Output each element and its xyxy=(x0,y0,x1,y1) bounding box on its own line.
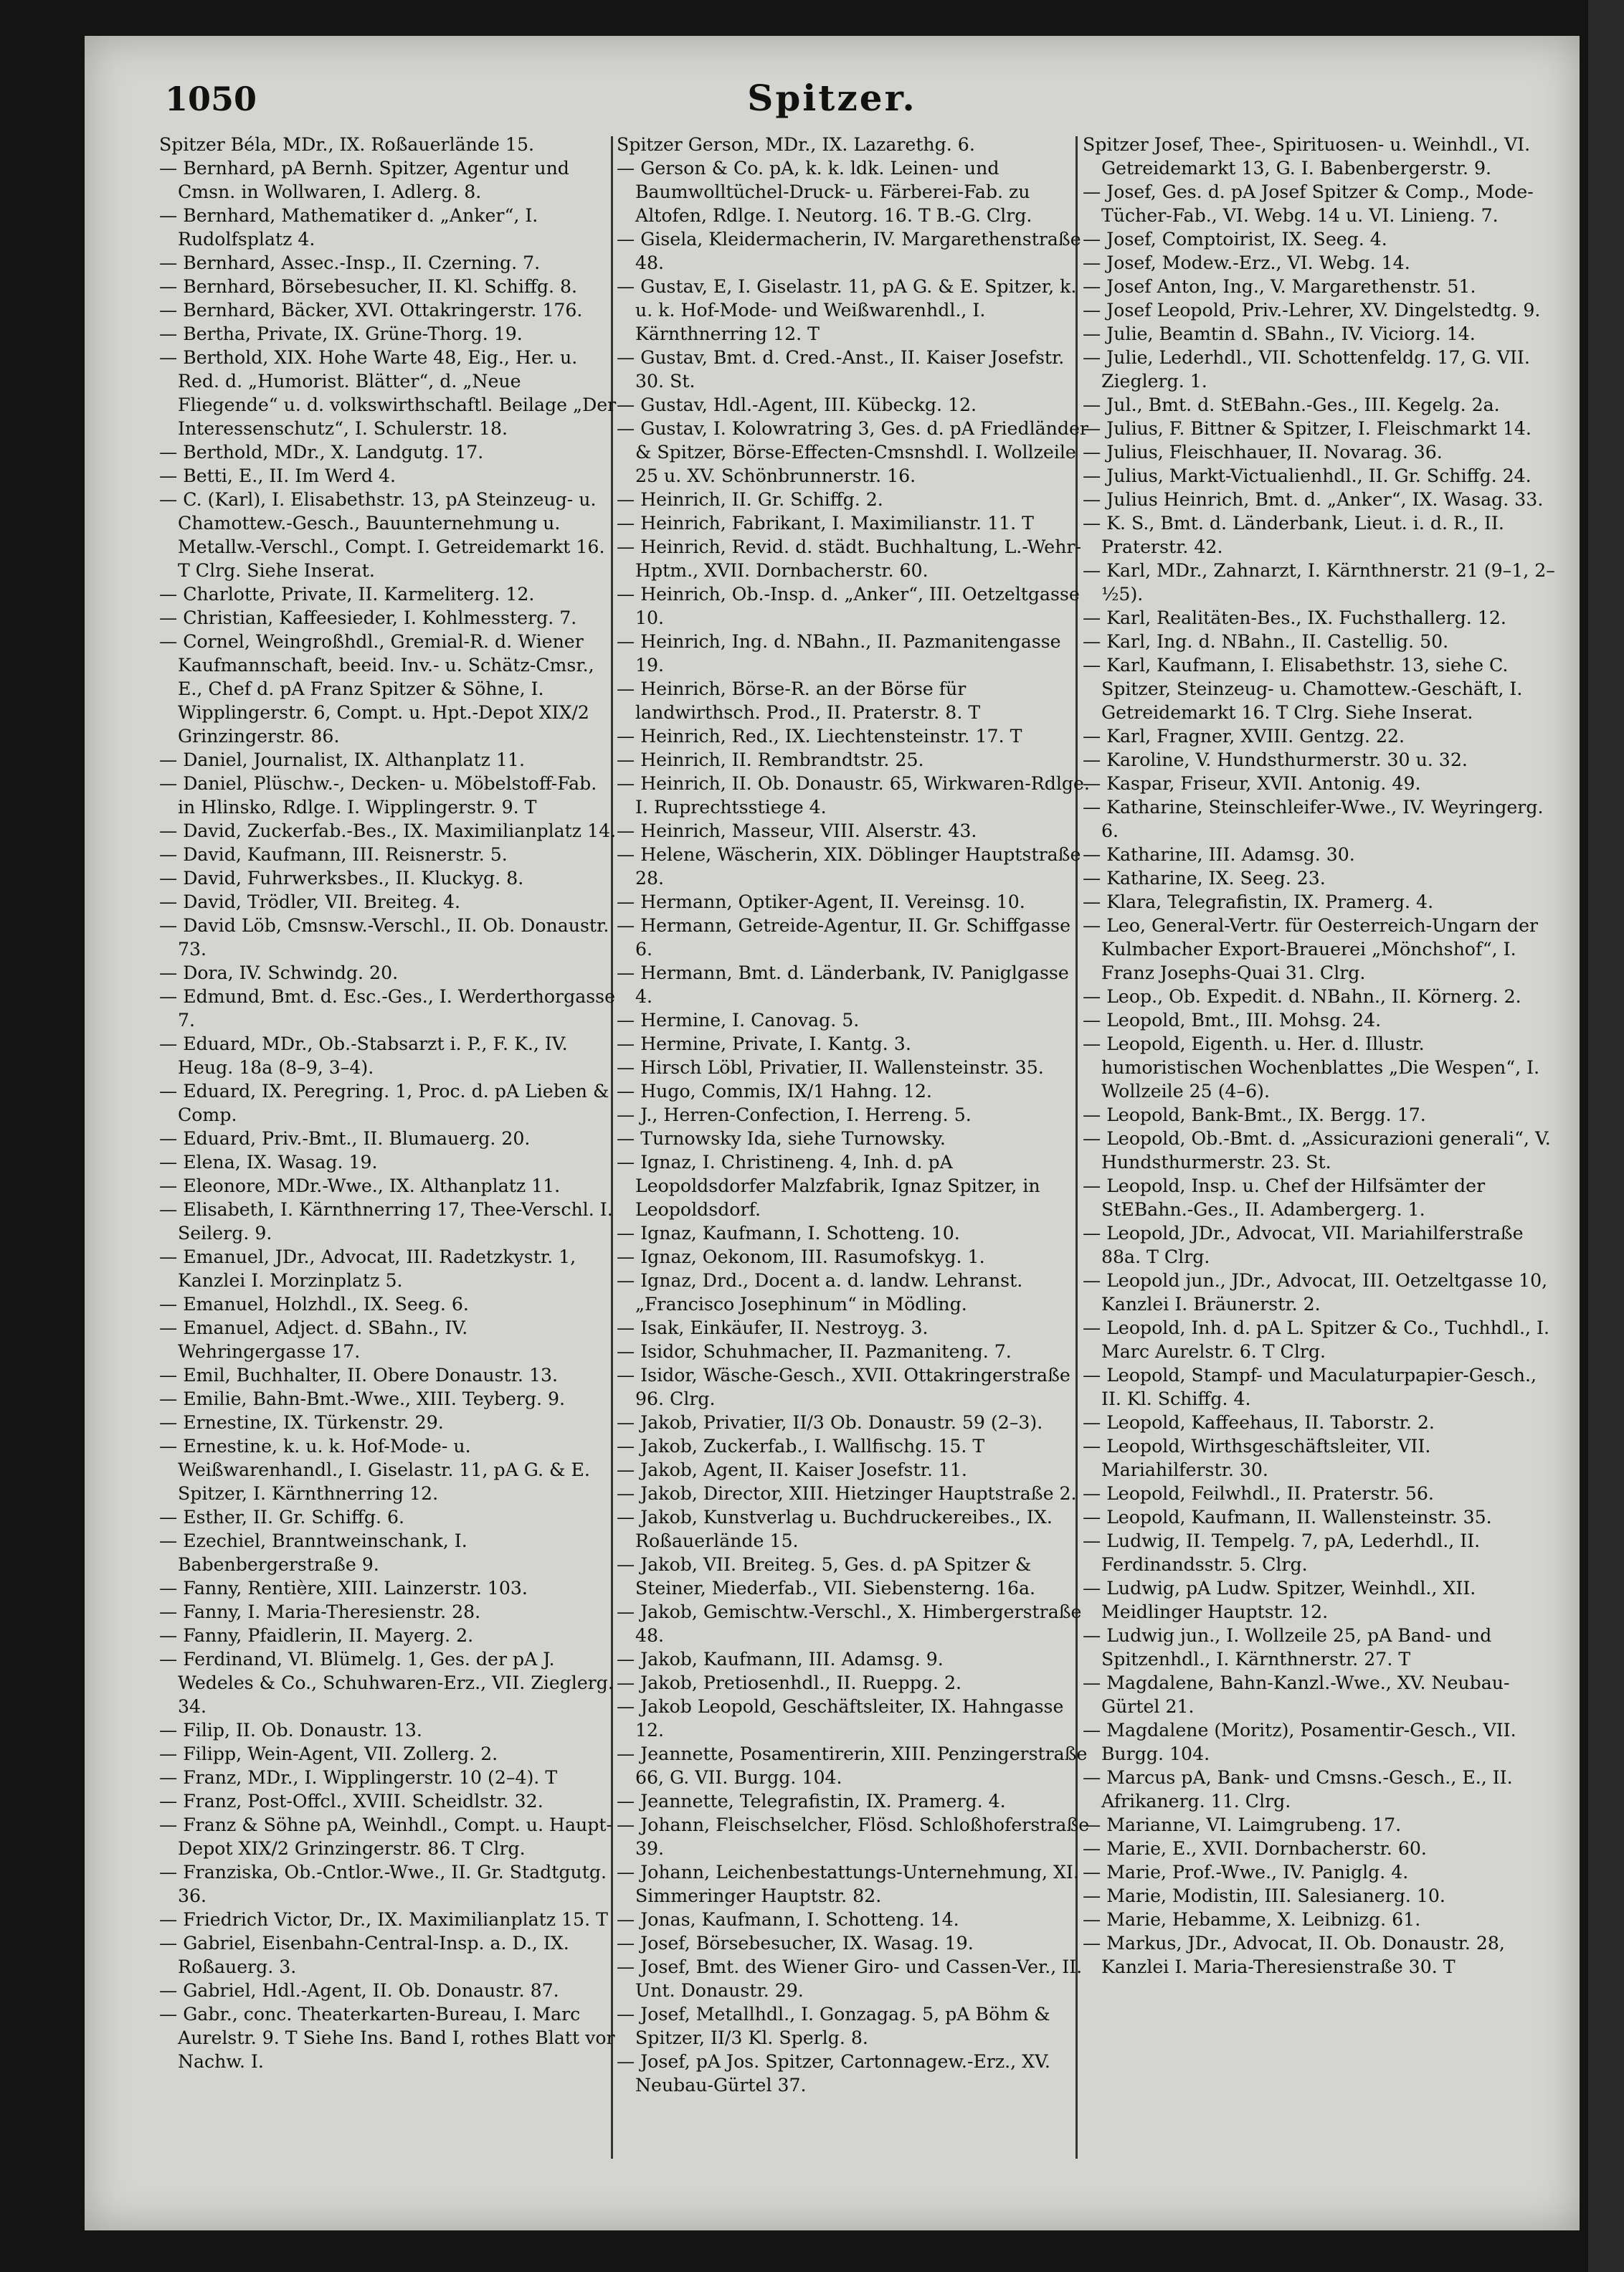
directory-entry: — Gustav, I. Kolowratring 3, Ges. d. pA Friedländer & Spitzer, Börse-Effecten-Cmsnshdl. I. Wollzeile 25 u. XV. Schönbrunnerstr. 16. xyxy=(617,418,1088,486)
directory-entry: — Dora, IV. Schwindg. 20. xyxy=(159,962,399,983)
directory-entry: — Bernhard, Börsebesucher, II. Kl. Schiffg. 8. xyxy=(159,276,578,297)
directory-entry: — Ludwig jun., I. Wollzeile 25, pA Band- und Spitzenhdl., I. Kärnthnerstr. 27. T xyxy=(1083,1625,1492,1670)
directory-entry: — Helene, Wäscherin, XIX. Döblinger Hauptstraße 28. xyxy=(617,844,1081,889)
directory-entry: — Jakob, Gemischtw.-Verschl., X. Himbergerstraße 48. xyxy=(617,1601,1082,1646)
directory-entry: — Isidor, Schuhmacher, II. Pazmaniteng. 7. xyxy=(617,1341,1012,1362)
directory-entry: — Leop., Ob. Expedit. d. NBahn., II. Körnerg. 2. xyxy=(1083,986,1521,1007)
directory-entry: — Marie, Prof.-Wwe., IV. Paniglg. 4. xyxy=(1083,1862,1409,1883)
directory-entry: — Edmund, Bmt. d. Esc.-Ges., I. Werderthorgasse 7. xyxy=(159,986,615,1031)
directory-entry: — Berthold, XIX. Hohe Warte 48, Eig., Her. u. Red. d. „Humorist. Blätter“, d. „Neue Fliegende“ u. d. volkswirthschaftl. Beilage „Der Interessenschutz“, I. Schulerstr. 18. xyxy=(159,347,617,439)
directory-entry: — Franz & Söhne pA, Weinhdl., Compt. u. Haupt-Depot XIX/2 Grinzingerstr. 86. T Clrg. xyxy=(159,1814,612,1859)
running-head: Spitzer. xyxy=(747,77,917,119)
directory-entry: — Leopold, Insp. u. Chef der Hilfsämter der StEBahn.-Ges., II. Adambergerg. 1. xyxy=(1083,1175,1486,1220)
directory-entry: — Karl, Kaufmann, I. Elisabethstr. 13, siehe C. Spitzer, Steinzeug- u. Chamottew.-Geschäft, I. Getreidemarkt 16. T Clrg. Siehe Inserat. xyxy=(1083,655,1523,723)
directory-entry: — Leopold, Wirthsgeschäftsleiter, VII. Mariahilferstr. 30. xyxy=(1083,1436,1431,1480)
directory-entry: — Heinrich, II. Ob. Donaustr. 65, Wirkwaren-Rdlge. I. Ruprechtsstiege 4. xyxy=(617,773,1090,818)
directory-entry: — Jakob, Kaufmann, III. Adamsg. 9. xyxy=(617,1649,944,1670)
directory-entry: — Gabriel, Hdl.-Agent, II. Ob. Donaustr. 87. xyxy=(159,1980,559,2001)
directory-entry: — Franziska, Ob.-Cntlor.-Wwe., II. Gr. Stadtgutg. 36. xyxy=(159,1862,607,1906)
directory-entry: — Emanuel, Holzhdl., IX. Seeg. 6. xyxy=(159,1294,469,1315)
directory-entry: — Karl, MDr., Zahnarzt, I. Kärnthnerstr. 21 (9–1, 2–½5). xyxy=(1083,560,1555,605)
directory-entry: — Josef, Modew.-Erz., VI. Webg. 14. xyxy=(1083,252,1410,273)
directory-entry: — Emanuel, Adject. d. SBahn., IV. Wehringergasse 17. xyxy=(159,1317,468,1362)
directory-entry: — Gustav, E, I. Giselastr. 11, pA G. & E. Spitzer, k. u. k. Hof-Mode- und Weißwarenhdl., I. Kärnthnerring 12. T xyxy=(617,276,1077,344)
directory-entry: — Julius Heinrich, Bmt. d. „Anker“, IX. Wasag. 33. xyxy=(1083,489,1544,510)
directory-entry: — Josef Leopold, Priv.-Lehrer, XV. Dingelstedtg. 9. xyxy=(1083,300,1541,321)
directory-entry: — Jeannette, Telegrafistin, IX. Pramerg. 4. xyxy=(617,1791,1006,1812)
directory-entry: — Ezechiel, Branntweinschank, I. Babenbergerstraße 9. xyxy=(159,1530,467,1575)
directory-entry: — Marie, Modistin, III. Salesianerg. 10. xyxy=(1083,1885,1445,1906)
directory-entry: — Leopold, Eigenth. u. Her. d. Illustr. humoristischen Wochenblattes „Die Wespen“, I. Wollzeile 25 (4–6). xyxy=(1083,1033,1540,1102)
directory-entry: — Eduard, Priv.-Bmt., II. Blumauerg. 20. xyxy=(159,1128,531,1149)
directory-entry: — Jakob, Kunstverlag u. Buchdruckereibes., IX. Roßauerlände 15. xyxy=(617,1507,1053,1551)
directory-entry: — Katharine, IX. Seeg. 23. xyxy=(1083,868,1326,889)
directory-entry: — Heinrich, II. Gr. Schiffg. 2. xyxy=(617,489,883,510)
directory-entry: — Daniel, Plüschw.-, Decken- u. Möbelstoff-Fab. in Hlinsko, Rdlge. I. Wipplingerstr. 9. T xyxy=(159,773,597,818)
directory-entry: — Klara, Telegrafistin, IX. Pramerg. 4. xyxy=(1083,891,1434,912)
directory-entry: — Jakob, Agent, II. Kaiser Josefstr. 11. xyxy=(617,1459,967,1480)
directory-entry: — Gabr., conc. Theaterkarten-Bureau, I. Marc Aurelstr. 9. T Siehe Ins. Band I, rothes Blatt vor Nachw. I. xyxy=(159,2004,615,2072)
directory-entry: — David Löb, Cmsnsw.-Verschl., II. Ob. Donaustr. 73. xyxy=(159,915,609,960)
directory-entry: — Filip, II. Ob. Donaustr. 13. xyxy=(159,1720,422,1741)
directory-entry: — Ignaz, Oekonom, III. Rasumofskyg. 1. xyxy=(617,1246,985,1267)
directory-entry: — Emanuel, JDr., Advocat, III. Radetzkystr. 1, Kanzlei I. Morzinplatz 5. xyxy=(159,1246,576,1291)
directory-entry: — Christian, Kaffeesieder, I. Kohlmessterg. 7. xyxy=(159,607,577,628)
directory-entry: — C. (Karl), I. Elisabethstr. 13, pA Steinzeug- u. Chamottew.-Gesch., Bauunternehmung u. Metallw.-Verschl., Compt. I. Getreidemarkt 16. T Clrg. Siehe Inserat. xyxy=(159,489,605,581)
directory-entry: — Josef, Ges. d. pA Josef Spitzer & Comp., Mode-Tücher-Fab., VI. Webg. 14 u. VI. Linieng. 7. xyxy=(1083,181,1534,226)
directory-entry: — Berthold, MDr., X. Landgutg. 17. xyxy=(159,442,484,463)
directory-entry: — Hermann, Getreide-Agentur, II. Gr. Schiffgasse 6. xyxy=(617,915,1070,960)
directory-entry: — Markus, JDr., Advocat, II. Ob. Donaustr. 28, Kanzlei I. Maria-Theresienstraße 30. T xyxy=(1083,1933,1505,1977)
directory-entry: — Julius, Markt-Victualienhdl., II. Gr. Schiffg. 24. xyxy=(1083,465,1532,486)
directory-entry: — Leopold, Bank-Bmt., IX. Bergg. 17. xyxy=(1083,1104,1426,1125)
directory-entry: — Julius, Fleischhauer, II. Novarag. 36. xyxy=(1083,442,1443,463)
directory-entry: — Turnowsky Ida, siehe Turnowsky. xyxy=(617,1128,946,1149)
directory-entry: — Kaspar, Friseur, XVII. Antonig. 49. xyxy=(1083,773,1421,794)
directory-entry: — Julie, Lederhdl., VII. Schottenfeldg. 17, G. VII. Zieglerg. 1. xyxy=(1083,347,1530,392)
directory-entry: — Bertha, Private, IX. Grüne-Thorg. 19. xyxy=(159,323,523,344)
directory-entry: — Hermine, Private, I. Kantg. 3. xyxy=(617,1033,911,1054)
directory-entry: — Bernhard, pA Bernh. Spitzer, Agentur und Cmsn. in Wollwaren, I. Adlerg. 8. xyxy=(159,158,569,202)
directory-entry: — Jeannette, Posamentirerin, XIII. Penzingerstraße 66, G. VII. Burgg. 104. xyxy=(617,1743,1088,1788)
directory-column-1 xyxy=(159,133,618,2073)
directory-entry: — Hugo, Commis, IX/1 Hahng. 12. xyxy=(617,1081,932,1102)
directory-entry: — Jonas, Kaufmann, I. Schotteng. 14. xyxy=(617,1909,959,1930)
directory-entry: — Marcus pA, Bank- und Cmsns.-Gesch., E., II. Afrikanerg. 11. Clrg. xyxy=(1083,1767,1513,1812)
directory-entry: — Jakob, Director, XIII. Hietzinger Hauptstraße 2. xyxy=(617,1483,1077,1504)
page-number: 1050 xyxy=(165,80,257,118)
directory-entry: — Esther, II. Gr. Schiffg. 6. xyxy=(159,1507,405,1528)
directory-entry: — Fanny, Rentière, XIII. Lainzerstr. 103. xyxy=(159,1578,528,1599)
directory-entry: — Katharine, Steinschleifer-Wwe., IV. Weyringerg. 6. xyxy=(1083,797,1544,841)
directory-entry: — Eduard, MDr., Ob.-Stabsarzt i. P., F. K., IV. Heug. 18a (8–9, 3–4). xyxy=(159,1033,568,1078)
directory-entry: — Josef, Metallhdl., I. Gonzagag. 5, pA Böhm & Spitzer, II/3 Kl. Sperlg. 8. xyxy=(617,2004,1050,2048)
directory-entry: — Jakob Leopold, Geschäftsleiter, IX. Hahngasse 12. xyxy=(617,1696,1064,1741)
directory-entry: — Josef, Bmt. des Wiener Giro- und Cassen-Ver., II. Unt. Donaustr. 29. xyxy=(617,1956,1083,2001)
directory-entry: — Heinrich, Revid. d. städt. Buchhaltung, L.-Wehr-Hptm., XVII. Dornbacherstr. 60. xyxy=(617,536,1081,581)
directory-entry: — Hirsch Löbl, Privatier, II. Wallensteinstr. 35. xyxy=(617,1057,1044,1078)
directory-entry: — Leopold, Inh. d. pA L. Spitzer & Co., Tuchhdl., I. Marc Aurelstr. 6. T Clrg. xyxy=(1083,1317,1550,1362)
directory-entry: — Emilie, Bahn-Bmt.-Wwe., XIII. Teyberg. 9. xyxy=(159,1388,566,1409)
directory-entry: — David, Kaufmann, III. Reisnerstr. 5. xyxy=(159,844,508,865)
directory-entry: — Ludwig, pA Ludw. Spitzer, Weinhdl., XII. Meidlinger Hauptstr. 12. xyxy=(1083,1578,1476,1622)
directory-entry: — Daniel, Journalist, IX. Althanplatz 11. xyxy=(159,749,525,770)
directory-entry: — Magdalene (Moritz), Posamentir-Gesch., VII. Burgg. 104. xyxy=(1083,1720,1516,1764)
directory-entry: — Karl, Ing. d. NBahn., II. Castellig. 50. xyxy=(1083,631,1449,652)
directory-entry: — Leopold, Kaufmann, II. Wallensteinstr. 35. xyxy=(1083,1507,1492,1528)
directory-entry: — Katharine, III. Adamsg. 30. xyxy=(1083,844,1355,865)
directory-entry: — Leopold, JDr., Advocat, VII. Mariahilferstraße 88a. T Clrg. xyxy=(1083,1223,1524,1267)
directory-entry: — Marianne, VI. Laimgrubeng. 17. xyxy=(1083,1814,1402,1835)
directory-entry: — Ignaz, Drd., Docent a. d. landw. Lehranst. „Francisco Josephinum“ in Mödling. xyxy=(617,1270,1023,1315)
page-header xyxy=(85,75,1580,133)
directory-entry: — Gisela, Kleidermacherin, IV. Margarethenstraße 48. xyxy=(617,229,1081,273)
directory-entry: — Heinrich, Fabrikant, I. Maximilianstr. 11. T xyxy=(617,513,1034,534)
directory-entry: — Leopold, Stampf- und Maculaturpapier-Gesch., II. Kl. Schiffg. 4. xyxy=(1083,1365,1537,1409)
directory-entry: — Isak, Einkäufer, II. Nestroyg. 3. xyxy=(617,1317,929,1338)
directory-entry: — Leo, General-Vertr. für Oesterreich-Ungarn der Kulmbacher Export-Brauerei „Mönchshof“, I. Franz Josephs-Quai 31. Clrg. xyxy=(1083,915,1539,983)
directory-entry: — Leopold, Ob.-Bmt. d. „Assicurazioni generali“, V. Hundsthurmerstr. 23. St. xyxy=(1083,1128,1551,1173)
directory-entry: — Marie, E., XVII. Dornbacherstr. 60. xyxy=(1083,1838,1427,1859)
directory-entry: — Ernestine, IX. Türkenstr. 29. xyxy=(159,1412,444,1433)
directory-entry: — Leopold, Kaffeehaus, II. Taborstr. 2. xyxy=(1083,1412,1435,1433)
directory-entry: — Elisabeth, I. Kärnthnerring 17, Thee-Verschl. I. Seilerg. 9. xyxy=(159,1199,613,1244)
directory-entry: — Heinrich, Ob.-Insp. d. „Anker“, III. Oetzeltgasse 10. xyxy=(617,584,1080,628)
directory-entry: — Charlotte, Private, II. Karmeliterg. 12. xyxy=(159,584,535,605)
directory-entry: — Bernhard, Bäcker, XVI. Ottakringerstr. 176. xyxy=(159,300,583,321)
directory-entry: — Marie, Hebamme, X. Leibnizg. 61. xyxy=(1083,1909,1421,1930)
directory-entry: — Josef, Börsebesucher, IX. Wasag. 19. xyxy=(617,1933,974,1954)
directory-entry: — Bernhard, Assec.-Insp., II. Czerning. 7. xyxy=(159,252,541,273)
directory-entry: — Magdalene, Bahn-Kanzl.-Wwe., XV. Neubau-Gürtel 21. xyxy=(1083,1672,1510,1717)
directory-entry: — Josef, Comptoirist, IX. Seeg. 4. xyxy=(1083,229,1387,250)
directory-entry: — Jakob, VII. Breiteg. 5, Ges. d. pA Spitzer & Steiner, Miederfab., VII. Siebensterng. 16a. xyxy=(617,1554,1036,1599)
directory-entry: — Ludwig, II. Tempelg. 7, pA, Lederhdl., II. Ferdinandsstr. 5. Clrg. xyxy=(1083,1530,1481,1575)
directory-entry: — Ignaz, I. Christineng. 4, Inh. d. pA Leopoldsdorfer Malzfabrik, Ignaz Spitzer, in Leopoldsdorf. xyxy=(617,1152,1040,1220)
directory-entry: — Fanny, I. Maria-Theresienstr. 28. xyxy=(159,1601,481,1622)
directory-entry: — Fanny, Pfaidlerin, II. Mayerg. 2. xyxy=(159,1625,474,1646)
directory-entry: — Cornel, Weingroßhdl., Gremial-R. d. Wiener Kaufmannschaft, beeid. Inv.- u. Schätz-Cmsr., E., Chef d. pA Franz Spitzer & Söhne, I. Wipplingerstr. 6, Compt. u. Hpt.-Depot XIX/2 Grinzingerstr. 86. xyxy=(159,631,594,747)
directory-column-3 xyxy=(1083,133,1556,1979)
directory-entry: — Elena, IX. Wasag. 19. xyxy=(159,1152,378,1173)
directory-entry: — Franz, MDr., I. Wipplingerstr. 10 (2–4). T xyxy=(159,1767,558,1788)
directory-entry: — Ernestine, k. u. k. Hof-Mode- u. Weißwarenhandl., I. Giselastr. 11, pA G. & E. Spitzer, I. Kärnthnerring 12. xyxy=(159,1436,590,1504)
directory-entry: — Ignaz, Kaufmann, I. Schotteng. 10. xyxy=(617,1223,960,1244)
directory-entry: — Jakob, Pretiosenhdl., II. Rueppg. 2. xyxy=(617,1672,961,1693)
directory-entry: — Johann, Fleischselcher, Flösd. Schloßhoferstraße 39. xyxy=(617,1814,1090,1859)
directory-entry: — Jul., Bmt. d. StEBahn.-Ges., III. Kegelg. 2a. xyxy=(1083,394,1500,415)
directory-entry: — Leopold, Bmt., III. Mohsg. 24. xyxy=(1083,1010,1382,1031)
directory-entry: Spitzer Josef, Thee-, Spirituosen- u. Weinhdl., VI. Getreidemarkt 13, G. I. Babenbergerstr. 9. xyxy=(1083,134,1531,179)
directory-entry: — Gerson & Co. pA, k. k. ldk. Leinen- und Baumwolltüchel-Druck- u. Färberei-Fab. zu Altofen, Rdlge. I. Neutorg. 16. T B.-G. Clrg. xyxy=(617,158,1032,226)
directory-entry: Spitzer Gerson, MDr., IX. Lazarethg. 6. xyxy=(617,134,975,155)
directory-entry: — Gustav, Hdl.-Agent, III. Kübeckg. 12. xyxy=(617,394,977,415)
directory-entry: — Jakob, Privatier, II/3 Ob. Donaustr. 59 (2–3). xyxy=(617,1412,1043,1433)
directory-entry: — Eduard, IX. Peregring. 1, Proc. d. pA Lieben & Comp. xyxy=(159,1081,609,1125)
directory-entry: — Betti, E., II. Im Werd 4. xyxy=(159,465,396,486)
directory-entry: Spitzer Béla, MDr., IX. Roßauerlände 15. xyxy=(159,134,534,155)
directory-entry: — Leopold jun., JDr., Advocat, III. Oetzeltgasse 10, Kanzlei I. Bräunerstr. 2. xyxy=(1083,1270,1548,1315)
directory-entry: — Julius, F. Bittner & Spitzer, I. Fleischmarkt 14. xyxy=(1083,418,1532,439)
directory-entry: — Heinrich, II. Rembrandtstr. 25. xyxy=(617,749,924,770)
directory-entry: — David, Trödler, VII. Breiteg. 4. xyxy=(159,891,461,912)
directory-entry: — Heinrich, Ing. d. NBahn., II. Pazmanitengasse 19. xyxy=(617,631,1061,676)
directory-entry: — Jakob, Zuckerfab., I. Wallfischg. 15. T xyxy=(617,1436,985,1457)
directory-entry: — Josef, pA Jos. Spitzer, Cartonnagew.-Erz., XV. Neubau-Gürtel 37. xyxy=(617,2051,1050,2096)
directory-entry: — Franz, Post-Offcl., XVIII. Scheidlstr. 32. xyxy=(159,1791,543,1812)
directory-entry: — Filipp, Wein-Agent, VII. Zollerg. 2. xyxy=(159,1743,498,1764)
directory-entry: — Hermann, Bmt. d. Länderbank, IV. Paniglgasse 4. xyxy=(617,962,1069,1007)
directory-entry: — Ferdinand, VI. Blümelg. 1, Ges. der pA J. Wedeles & Co., Schuhwaren-Erz., VII. Zieglerg. 34. xyxy=(159,1649,614,1717)
directory-entry: — Gustav, Bmt. d. Cred.-Anst., II. Kaiser Josefstr. 30. St. xyxy=(617,347,1065,392)
directory-entry: — Bernhard, Mathematiker d. „Anker“, I. Rudolfsplatz 4. xyxy=(159,205,538,250)
directory-entry: — Julie, Beamtin d. SBahn., IV. Viciorg. 14. xyxy=(1083,323,1476,344)
directory-entry: — Emil, Buchhalter, II. Obere Donaustr. 13. xyxy=(159,1365,559,1386)
directory-entry: — Heinrich, Masseur, VIII. Alserstr. 43. xyxy=(617,820,977,841)
directory-entry: — Karl, Realitäten-Bes., IX. Fuchsthallerg. 12. xyxy=(1083,607,1506,628)
directory-entry: — Karl, Fragner, XVIII. Gentzg. 22. xyxy=(1083,726,1405,747)
directory-entry: — Friedrich Victor, Dr., IX. Maximilianplatz 15. T xyxy=(159,1909,608,1930)
directory-entry: — Hermine, I. Canovag. 5. xyxy=(617,1010,860,1031)
directory-entry: — Josef Anton, Ing., V. Margarethenstr. 51. xyxy=(1083,276,1476,297)
directory-entry: — J., Herren-Confection, I. Herreng. 5. xyxy=(617,1104,972,1125)
scan-edge xyxy=(1588,0,1624,2272)
directory-entry: — Isidor, Wäsche-Gesch., XVII. Ottakringerstraße 96. Clrg. xyxy=(617,1365,1070,1409)
directory-entry: — Eleonore, MDr.-Wwe., IX. Althanplatz 11. xyxy=(159,1175,561,1196)
directory-entry: — David, Fuhrwerksbes., II. Kluckyg. 8. xyxy=(159,868,524,889)
directory-entry: — Leopold, Feilwhdl., II. Praterstr. 56. xyxy=(1083,1483,1434,1504)
directory-column-2 xyxy=(617,133,1090,2097)
directory-entry: — Heinrich, Börse-R. an der Börse für landwirthsch. Prod., II. Praterstr. 8. T xyxy=(617,678,981,723)
directory-entry: — Hermann, Optiker-Agent, II. Vereinsg. 10. xyxy=(617,891,1025,912)
directory-entry: — Heinrich, Red., IX. Liechtensteinstr. 17. T xyxy=(617,726,1022,747)
directory-entry: — K. S., Bmt. d. Länderbank, Lieut. i. d. R., II. Praterstr. 42. xyxy=(1083,513,1504,557)
directory-entry: — Gabriel, Eisenbahn-Central-Insp. a. D., IX. Roßauerg. 3. xyxy=(159,1933,569,1977)
directory-entry: — Johann, Leichenbestattungs-Unternehmung, XI. Simmeringer Hauptstr. 82. xyxy=(617,1862,1079,1906)
directory-entry: — David, Zuckerfab.-Bes., IX. Maximilianplatz 14. xyxy=(159,820,617,841)
directory-entry: — Karoline, V. Hundsthurmerstr. 30 u. 32. xyxy=(1083,749,1468,770)
